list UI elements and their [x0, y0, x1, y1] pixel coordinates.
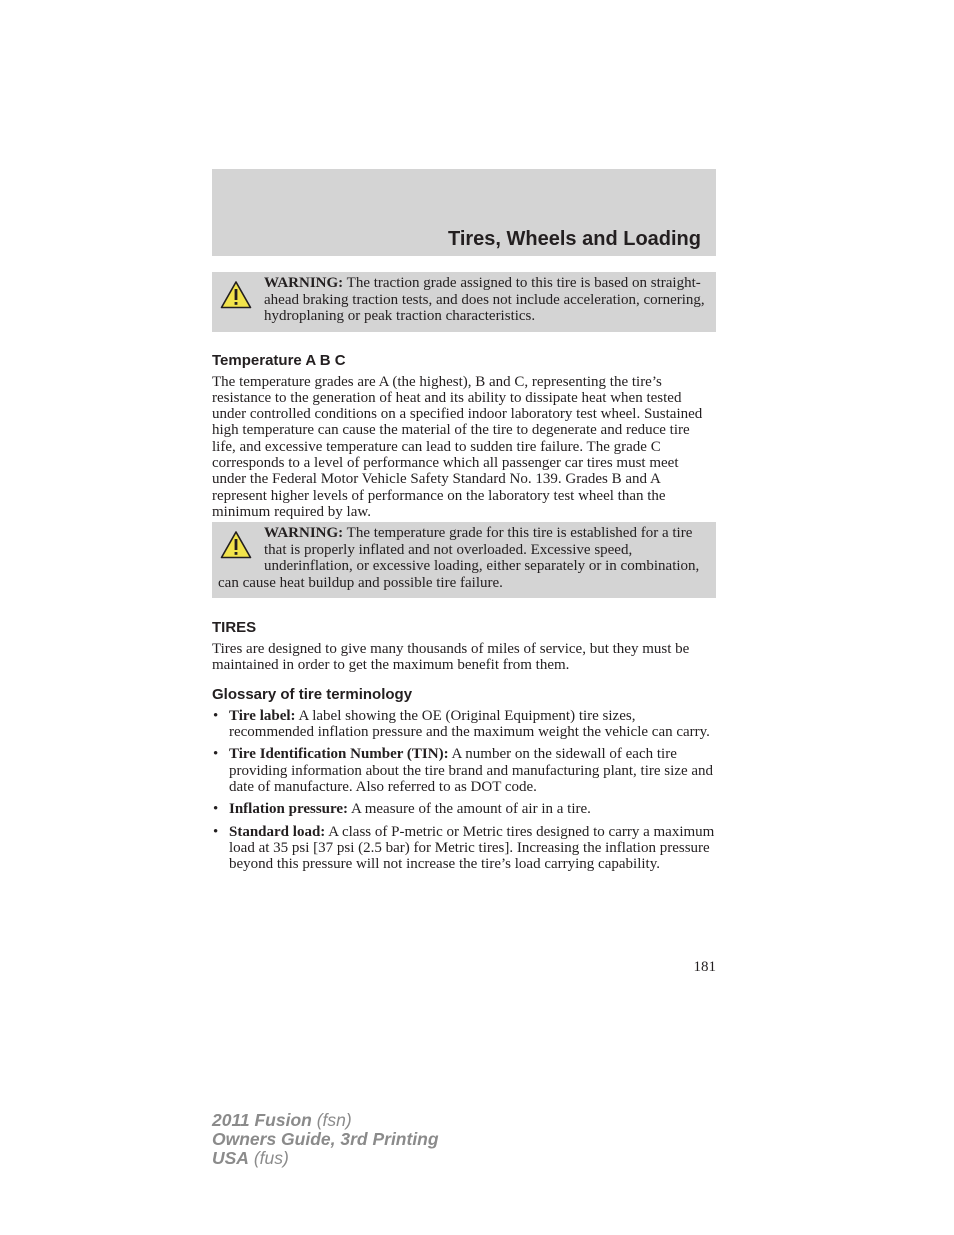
bullet-icon: •: [213, 801, 219, 818]
glossary-term: Tire Identification Number (TIN):: [229, 746, 449, 763]
warning-body: The temperature grade for this tire is established for a tire that is properly inflated and not overloaded. Excessive speed, underinflation, or excessive loading, either separately or in combination, can cause heat buildup and possible tire failure.: [218, 525, 700, 591]
footer-guide: Owners Guide, 3rd Printing: [212, 1129, 439, 1149]
glossary-definition: A class of P-metric or Metric tires designed to carry a maximum load at 35 psi [37 psi (2.5 bar) for Metric tires]. Increasing the inflation pressure beyond this pressure will not increase the tire’s load carrying capability.: [229, 823, 715, 873]
tires-heading: TIRES: [212, 619, 257, 637]
list-item: [212, 824, 716, 873]
glossary-term: Standard load:: [229, 823, 326, 840]
glossary-term: Tire label:: [229, 707, 296, 724]
glossary-term: Inflation pressure:: [229, 801, 349, 818]
warning-body: The traction grade assigned to this tire is based on straight-ahead braking traction tests, and does not include acceleration, cornering, hydroplaning or peak traction characteristics.: [264, 275, 705, 324]
section-header-band: [212, 169, 716, 256]
warning-box-temperature: [212, 522, 716, 598]
glossary-list: [212, 708, 716, 873]
list-item: [212, 746, 716, 795]
footer-model: 2011 Fusion: [212, 1110, 312, 1130]
footer-market-code: (fus): [248, 1148, 289, 1168]
footer-line-guide: [212, 1130, 439, 1149]
bullet-icon: •: [213, 823, 219, 840]
footer-line-model: [212, 1111, 439, 1130]
list-item: [212, 801, 716, 817]
page-content: [212, 272, 716, 878]
bullet-icon: •: [213, 746, 219, 763]
glossary-definition: A number on the sidewall of each tire providing information about the tire brand and manufacturing plant, tire size and date of manufacture. Also referred to as DOT code.: [229, 746, 714, 795]
bullet-icon: •: [213, 707, 219, 724]
document-footer: [212, 1111, 439, 1168]
page-number: 181: [693, 959, 716, 975]
footer-model-code: (fsn): [311, 1110, 352, 1130]
list-item: [212, 708, 716, 741]
tires-body: Tires are designed to give many thousands of miles of service, but they must be maintained in order to get the maximum benefit from them.: [212, 641, 690, 674]
glossary-definition: A label showing the OE (Original Equipment) tire sizes, recommended inflation pressure and the maximum weight the vehicle can carry.: [229, 707, 710, 741]
footer-market: USA: [212, 1148, 249, 1168]
warning-text: [218, 275, 710, 325]
warning-label: WARNING:: [264, 525, 344, 542]
glossary-heading: Glossary of tire terminology: [212, 685, 413, 703]
temperature-body: The temperature grades are A (the highest), B and C, representing the tire’s resistance to the generation of heat and its ability to dissipate heat when tested under controlled conditions on a specified indoor laboratory test wheel. Sustained high temperature can cause the material of the tire to degenerate and reduce tire life, and excessive temperature can lead to sudden tire failure. The grade C corresponds to a level of performance which all passenger car tires must meet under the Federal Motor Vehicle Safety Standard No. 139. Grades B and A represent higher levels of performance on the laboratory test wheel than the minimum required by law.: [212, 373, 703, 520]
warning-text: [218, 525, 710, 591]
temperature-heading: Temperature A B C: [212, 351, 346, 369]
warning-label: WARNING:: [264, 275, 344, 291]
footer-line-market: [212, 1149, 439, 1168]
glossary-definition: A measure of the amount of air in a tire.: [348, 801, 591, 818]
section-title: Tires, Wheels and Loading: [447, 228, 701, 250]
warning-triangle-icon: [220, 530, 252, 560]
warning-box-traction: [212, 272, 716, 332]
warning-triangle-icon: [220, 280, 252, 310]
